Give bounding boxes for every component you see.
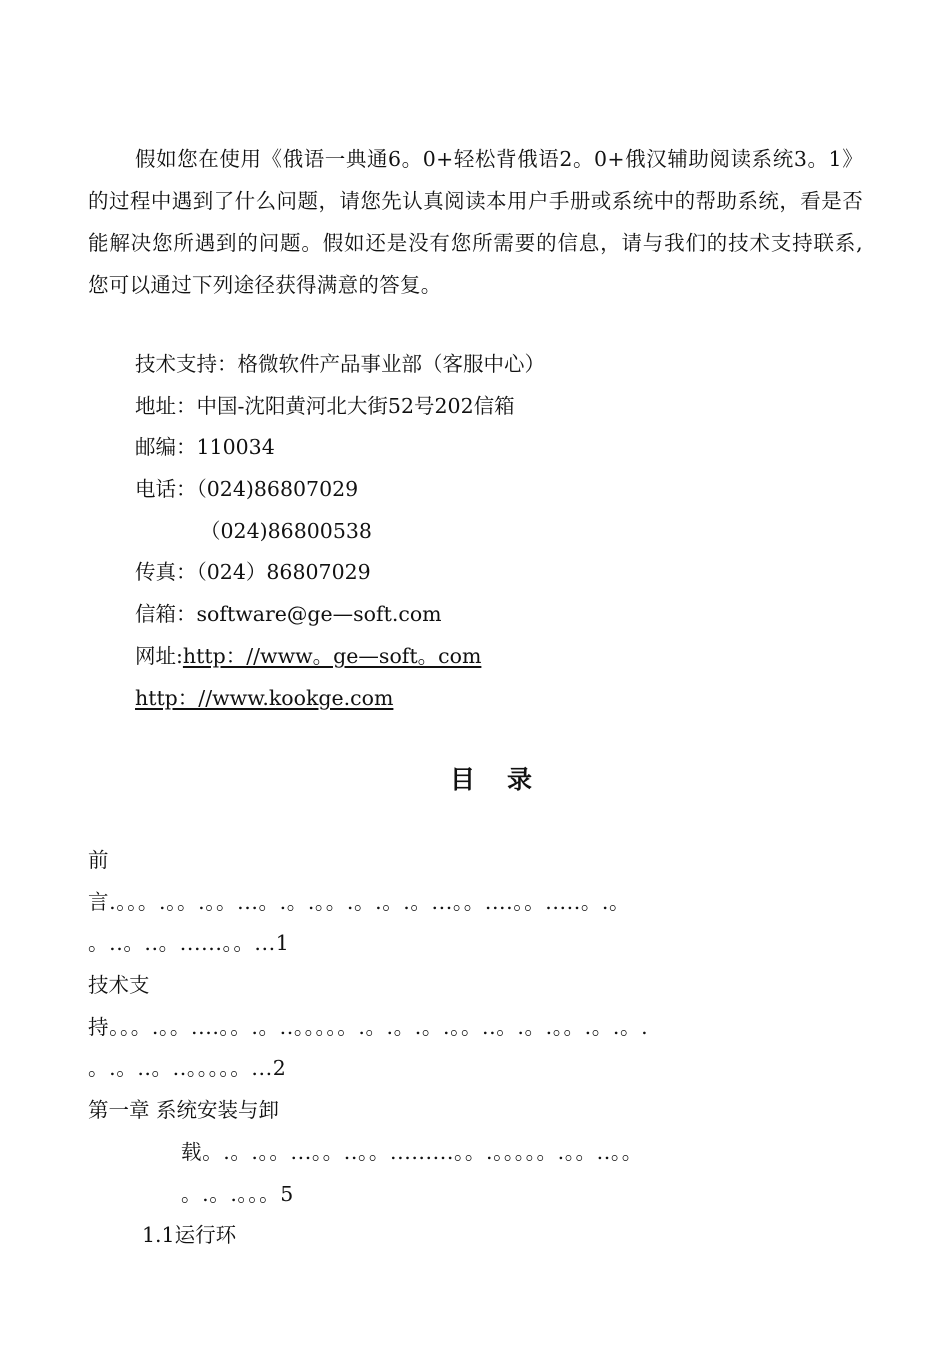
- website-link-1[interactable]: http：//www。ge—soft。com: [182, 643, 482, 668]
- toc-entry-section-1-1[interactable]: 1.1运行环: [142, 1223, 237, 1248]
- toc-entry-support-page: 。.。..。..。。。。。...2: [88, 1056, 287, 1081]
- postcode-line: 邮编：110034: [135, 435, 275, 460]
- contact-block: [135, 344, 835, 719]
- website-line-2: [135, 678, 835, 720]
- toc-title: 目录: [449, 765, 564, 794]
- table-of-contents: [88, 840, 863, 1257]
- support-line: 技术支持：格微软件产品事业部（客服中心）: [135, 352, 545, 376]
- address-line: 地址：中国-沈阳黄河北大街52号202信箱: [135, 393, 515, 418]
- website-label: 网址:: [135, 643, 183, 668]
- toc-entry-chapter1-leader: 载。.。.。。...。。..。。.........。。.。。。。。.。。..。。: [181, 1139, 643, 1164]
- toc-entry-preface-leader: 言.。。。.。。.。。...。.。.。。.。.。.。...。。....。。.....。.。: [88, 889, 631, 914]
- toc-entry-support-leader: 持。。。.。。....。。.。..。。。。。.。.。.。.。。..。.。.。。.。.。.: [88, 1014, 649, 1039]
- intro-paragraph: 假如您在使用《俄语一典通6。0+轻松背俄语2。0+俄汉辅助阅读系统3。1》的过程中遇到了什么问题，请您先认真阅读本用户手册或系统中的帮助系统，看是否能解决您所遇到的问题。假如还是没有您所需要的信息，请与我们的技术支持联系,您可以通过下列途径获得满意的答复。: [88, 147, 863, 297]
- email-line: 信箱：software@ge—soft.com: [135, 602, 442, 627]
- website-link-2[interactable]: http：//www.kookge.com: [135, 685, 394, 710]
- website-line: [135, 636, 835, 678]
- toc-entry-chapter1-page: 。.。.。。。5: [181, 1181, 294, 1206]
- phone-line-2: （024)86800538: [200, 518, 372, 543]
- toc-entry-preface-title[interactable]: 前: [88, 848, 109, 872]
- toc-entry-chapter1-title[interactable]: 第一章 系统安装与卸: [88, 1098, 280, 1123]
- phone-line-1: 电话：（024)86807029: [135, 477, 359, 502]
- fax-line: 传真：（024）86807029: [135, 560, 371, 585]
- toc-entry-preface-page: 。..。..。......。。...1: [88, 931, 290, 956]
- toc-entry-support-title[interactable]: 技术支: [88, 973, 150, 998]
